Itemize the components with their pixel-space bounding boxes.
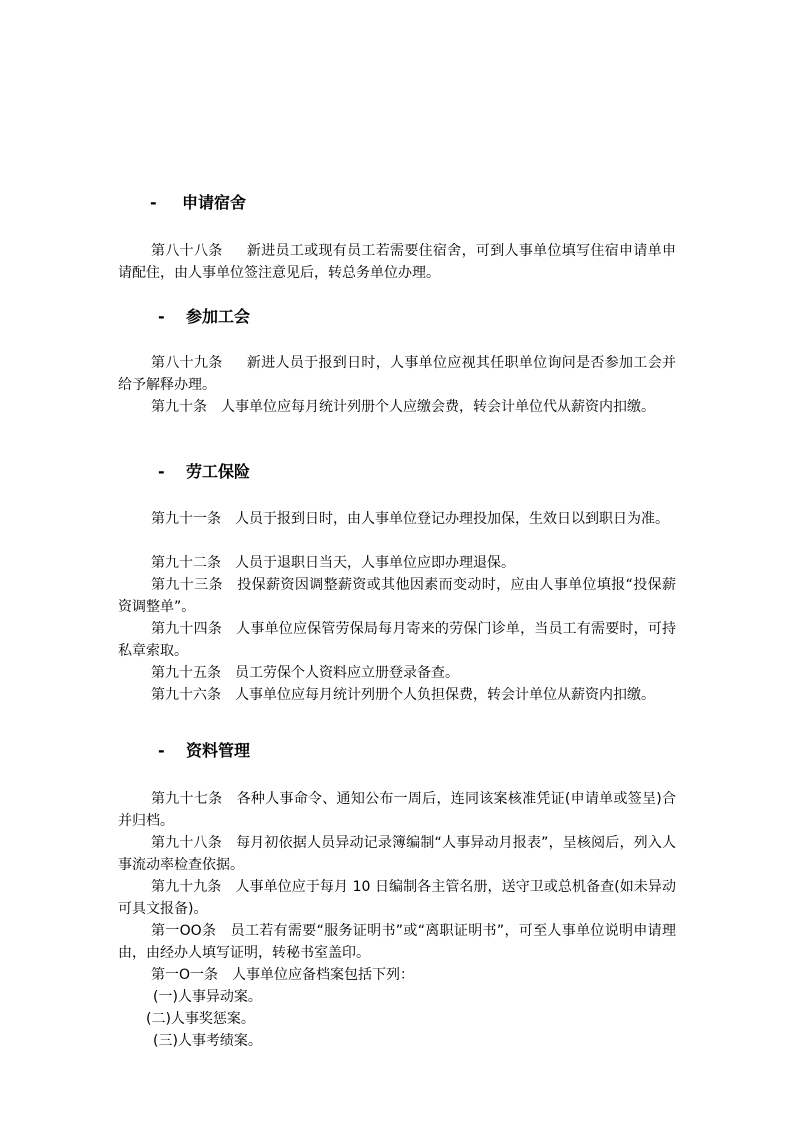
article-text: 每月初依据人员异动记录簿编制“人事异动月报表”，呈核阅后，列入人事流动率检查依据。 [118,835,677,873]
article-paragraph [118,832,676,876]
article-text: 员工若有需要“服务证明书”或“离职证明书”，可至人事单位说明申请理由，由经办人填写证明，转秘书室盖印。 [118,923,677,961]
article-number: 第一OO条 [151,923,217,939]
article-paragraph [118,396,676,418]
article-number: 第八十九条 [151,355,223,371]
article-paragraph [118,876,676,920]
article-number: 第九十四条 [151,621,222,637]
heading-bullet: - [158,462,165,481]
article-text: 投保薪资因调整薪资或其他因素而变动时，应由人事单位填报“投保薪资调整单”。 [118,577,676,615]
heading-bullet: - [158,741,165,760]
section-title: 申请宿舍 [182,193,247,212]
section-heading [158,741,250,761]
article-text: 人事单位应保管劳保局每月寄来的劳保门诊单，当员工有需要时，可持私章索取。 [118,621,677,659]
article-paragraph [118,964,676,986]
article-number: 第九十七条 [151,791,223,807]
article-text: 各种人事命令、通知公布一周后，连同该案核准凭证(申请单或签呈)合并归档。 [118,791,676,829]
article-number: 第九十三条 [151,577,223,593]
article-number: 第九十九条 [151,879,222,895]
section-heading [150,193,246,213]
article-number: 第九十二条 [151,555,221,571]
article-paragraph [118,508,676,530]
heading-bullet: - [158,307,165,326]
article-paragraph [118,352,676,396]
article-text: 新进员工或现有员工若需要住宿舍，可到人事单位填写住宿申请单申请配住，由人事单位签注意见后，转总务单位办理。 [118,243,677,281]
article-text: 人事单位应每月统计列册个人应缴会费，转会计单位代从薪资内扣缴。 [221,399,655,415]
article-number: 第九十八条 [151,835,222,851]
section-title: 资料管理 [186,741,251,760]
article-paragraph [118,552,676,574]
article-paragraph [118,618,676,662]
list-item: (三)人事考绩案。 [153,1033,262,1049]
section-title: 参加工会 [186,307,251,326]
article-text: 人事单位应每月统计列册个人负担保费，转会计单位从薪资内扣缴。 [235,687,655,703]
article-text: 人事单位应备档案包括下列： [232,967,415,983]
article-paragraph [118,920,676,964]
article-paragraph [118,662,676,684]
article-text: 员工劳保个人资料应立册登录备查。 [235,665,459,681]
article-number: 第一O一条 [151,967,219,983]
article-number: 第八十八条 [151,243,223,259]
list-item: (二)人事奖惩案。 [146,1011,255,1027]
article-paragraph [118,684,676,706]
article-paragraph [118,240,676,284]
article-paragraph [118,574,676,618]
article-number: 第九十条 [151,399,207,415]
article-number: 第九十一条 [151,511,221,527]
article-number: 第九十六条 [151,687,221,703]
article-text: 人员于报到日时，由人事单位登记办理投加保，生效日以到职日为准。 [235,511,669,527]
article-paragraph [118,788,676,832]
article-number: 第九十五条 [151,665,221,681]
article-text: 人事单位应于每月 10 日编制各主管名册，送守卫或总机备查(如未异动可具文报备)。 [118,879,676,917]
article-text: 人员于退职日当天，人事单位应即办理退保。 [235,555,515,571]
list-item: (一)人事异动案。 [153,989,262,1005]
section-heading [158,462,250,482]
article-text: 新进人员于报到日时，人事单位应视其任职单位询问是否参加工会并给予解释办理。 [118,355,677,393]
section-heading [158,307,250,327]
section-title: 劳工保险 [186,462,251,481]
heading-bullet: - [150,193,157,212]
